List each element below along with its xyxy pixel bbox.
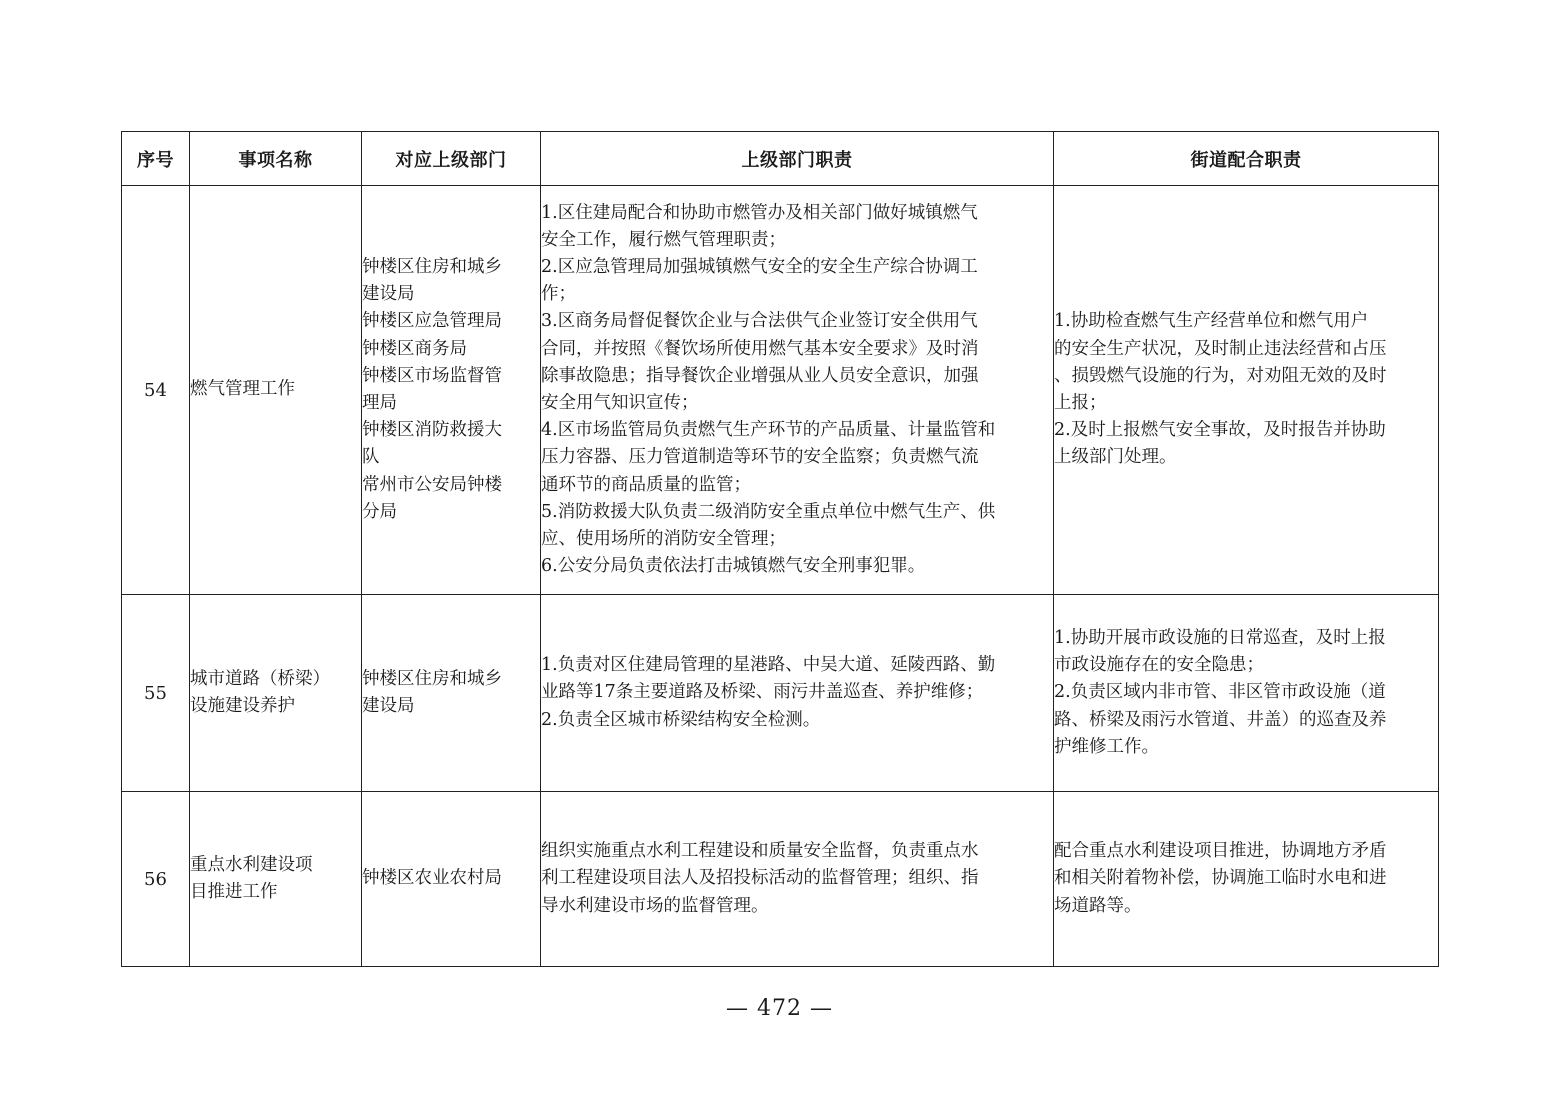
upper-duty-line: 6.公安分局负责依法打击城镇燃气安全刑事犯罪。	[541, 556, 926, 577]
street-duty-line: 2.负责区域内非市管、非区管市政设施（道	[1054, 682, 1386, 703]
street-duty-line: 上级部门处理。	[1054, 447, 1177, 468]
upper-duty-line: 导水利建设市场的监督管理。	[541, 895, 769, 916]
street-duty-line: 和相关附着物补偿，协调施工临时水电和进	[1054, 868, 1387, 889]
street-duty-line: 1.协助检查燃气生产经营单位和燃气用户	[1054, 311, 1369, 332]
street-duty-line: 护维修工作。	[1054, 736, 1159, 757]
department-line: 钟楼区农业农村局	[362, 868, 502, 889]
street-duty-line: 的安全生产状况，及时制止违法经营和占压	[1054, 338, 1387, 359]
department-line: 钟楼区应急管理局	[362, 311, 502, 332]
street-duty-line: 场道路等。	[1054, 895, 1142, 916]
department-line: 钟楼区住房和城乡	[362, 668, 502, 689]
street-duty-line: 上报；	[1054, 393, 1107, 413]
row-street-duty	[1054, 595, 1439, 792]
page-number: — 472 —	[726, 996, 833, 1021]
upper-duty-line: 组织实施重点水利工程建设和质量安全监督，负责重点水	[541, 841, 979, 862]
upper-duty-line: 安全用气知识宣传；	[541, 393, 699, 413]
upper-duty-line: 1.区住建局配合和协助市燃管办及相关部门做好城镇燃气	[541, 202, 978, 223]
department-line: 钟楼区消防救援大	[362, 420, 502, 441]
upper-duty-line: 2.负责全区城市桥梁结构安全检测。	[541, 709, 821, 730]
row-serial-number: 56	[122, 792, 190, 967]
header-item-name: 事项名称	[190, 132, 362, 186]
duty-table	[121, 131, 1439, 967]
upper-duty-line: 2.区应急管理局加强城镇燃气安全的安全生产综合协调工	[541, 256, 978, 277]
row-upper-duty	[541, 186, 1054, 595]
header-upper-department-duty: 上级部门职责	[541, 132, 1054, 186]
department-line: 队	[362, 447, 380, 468]
table-row	[122, 186, 1439, 595]
row-street-duty	[1054, 792, 1439, 967]
row-upper-department	[362, 792, 541, 967]
row-item-name	[190, 186, 362, 595]
upper-duty-line: 合同，并按照《餐饮场所使用燃气基本安全要求》及时消	[541, 338, 979, 359]
street-duty-line: 2.及时上报燃气安全事故，及时报告并协助	[1054, 420, 1386, 441]
department-line: 钟楼区市场监督管	[362, 365, 502, 386]
street-duty-line: 、损毁燃气设施的行为，对劝阻无效的及时	[1054, 365, 1387, 386]
street-duty-line: 1.协助开展市政设施的日常巡查，及时上报	[1054, 627, 1386, 648]
department-line: 钟楼区商务局	[362, 338, 467, 359]
table-row	[122, 595, 1439, 792]
table-header-row	[122, 132, 1439, 186]
street-duty-line: 市政设施存在的安全隐患；	[1054, 655, 1264, 676]
upper-duty-line: 除事故隐患；指导餐饮企业增强从业人员安全意识，加强	[541, 365, 979, 386]
row-upper-duty	[541, 595, 1054, 792]
upper-duty-line: 安全工作，履行燃气管理职责；	[541, 229, 786, 250]
row-upper-department	[362, 186, 541, 595]
upper-duty-line: 利工程建设项目法人及招投标活动的监督管理；组织、指	[541, 868, 979, 889]
street-duty-line: 配合重点水利建设项目推进，协调地方矛盾	[1054, 841, 1387, 862]
upper-duty-line: 作；	[541, 284, 576, 305]
item-name-line: 重点水利建设项	[190, 854, 313, 875]
row-item-name	[190, 792, 362, 967]
upper-duty-line: 3.区商务局督促餐饮企业与合法供气企业签订安全供用气	[541, 311, 978, 332]
item-name-line: 城市道路（桥梁）	[190, 668, 330, 689]
upper-duty-line: 5.消防救援大队负责二级消防安全重点单位中燃气生产、供	[541, 501, 996, 522]
upper-duty-line: 业路等17条主要道路及桥梁、雨污井盖巡查、养护维修；	[541, 682, 984, 703]
upper-duty-line: 应、使用场所的消防安全管理；	[541, 529, 786, 550]
row-upper-duty	[541, 792, 1054, 967]
header-upper-department: 对应上级部门	[362, 132, 541, 186]
header-street-duty: 街道配合职责	[1054, 132, 1439, 186]
row-street-duty	[1054, 186, 1439, 595]
header-serial-number: 序号	[122, 132, 190, 186]
department-line: 常州市公安局钟楼	[362, 474, 502, 495]
department-line: 分局	[362, 501, 397, 522]
upper-duty-line: 1.负责对区住建局管理的星港路、中吴大道、延陵西路、勤	[541, 655, 996, 676]
row-serial-number: 54	[122, 186, 190, 595]
row-upper-department	[362, 595, 541, 792]
row-serial-number: 55	[122, 595, 190, 792]
row-item-name	[190, 595, 362, 792]
department-line: 钟楼区住房和城乡	[362, 256, 502, 277]
table-row	[122, 792, 1439, 967]
upper-duty-line: 4.区市场监管局负责燃气生产环节的产品质量、计量监管和	[541, 420, 996, 441]
street-duty-line: 路、桥梁及雨污水管道、井盖）的巡查及养	[1054, 709, 1387, 730]
department-line: 建设局	[362, 696, 415, 716]
upper-duty-line: 通环节的商品质量的监管；	[541, 474, 751, 495]
item-name-line: 目推进工作	[190, 882, 278, 902]
item-name-line: 燃气管理工作	[190, 379, 295, 400]
item-name-line: 设施建设养护	[190, 696, 295, 716]
department-line: 建设局	[362, 284, 415, 305]
upper-duty-line: 压力容器、压力管道制造等环节的安全监察；负责燃气流	[541, 447, 979, 468]
department-line: 理局	[362, 393, 397, 413]
